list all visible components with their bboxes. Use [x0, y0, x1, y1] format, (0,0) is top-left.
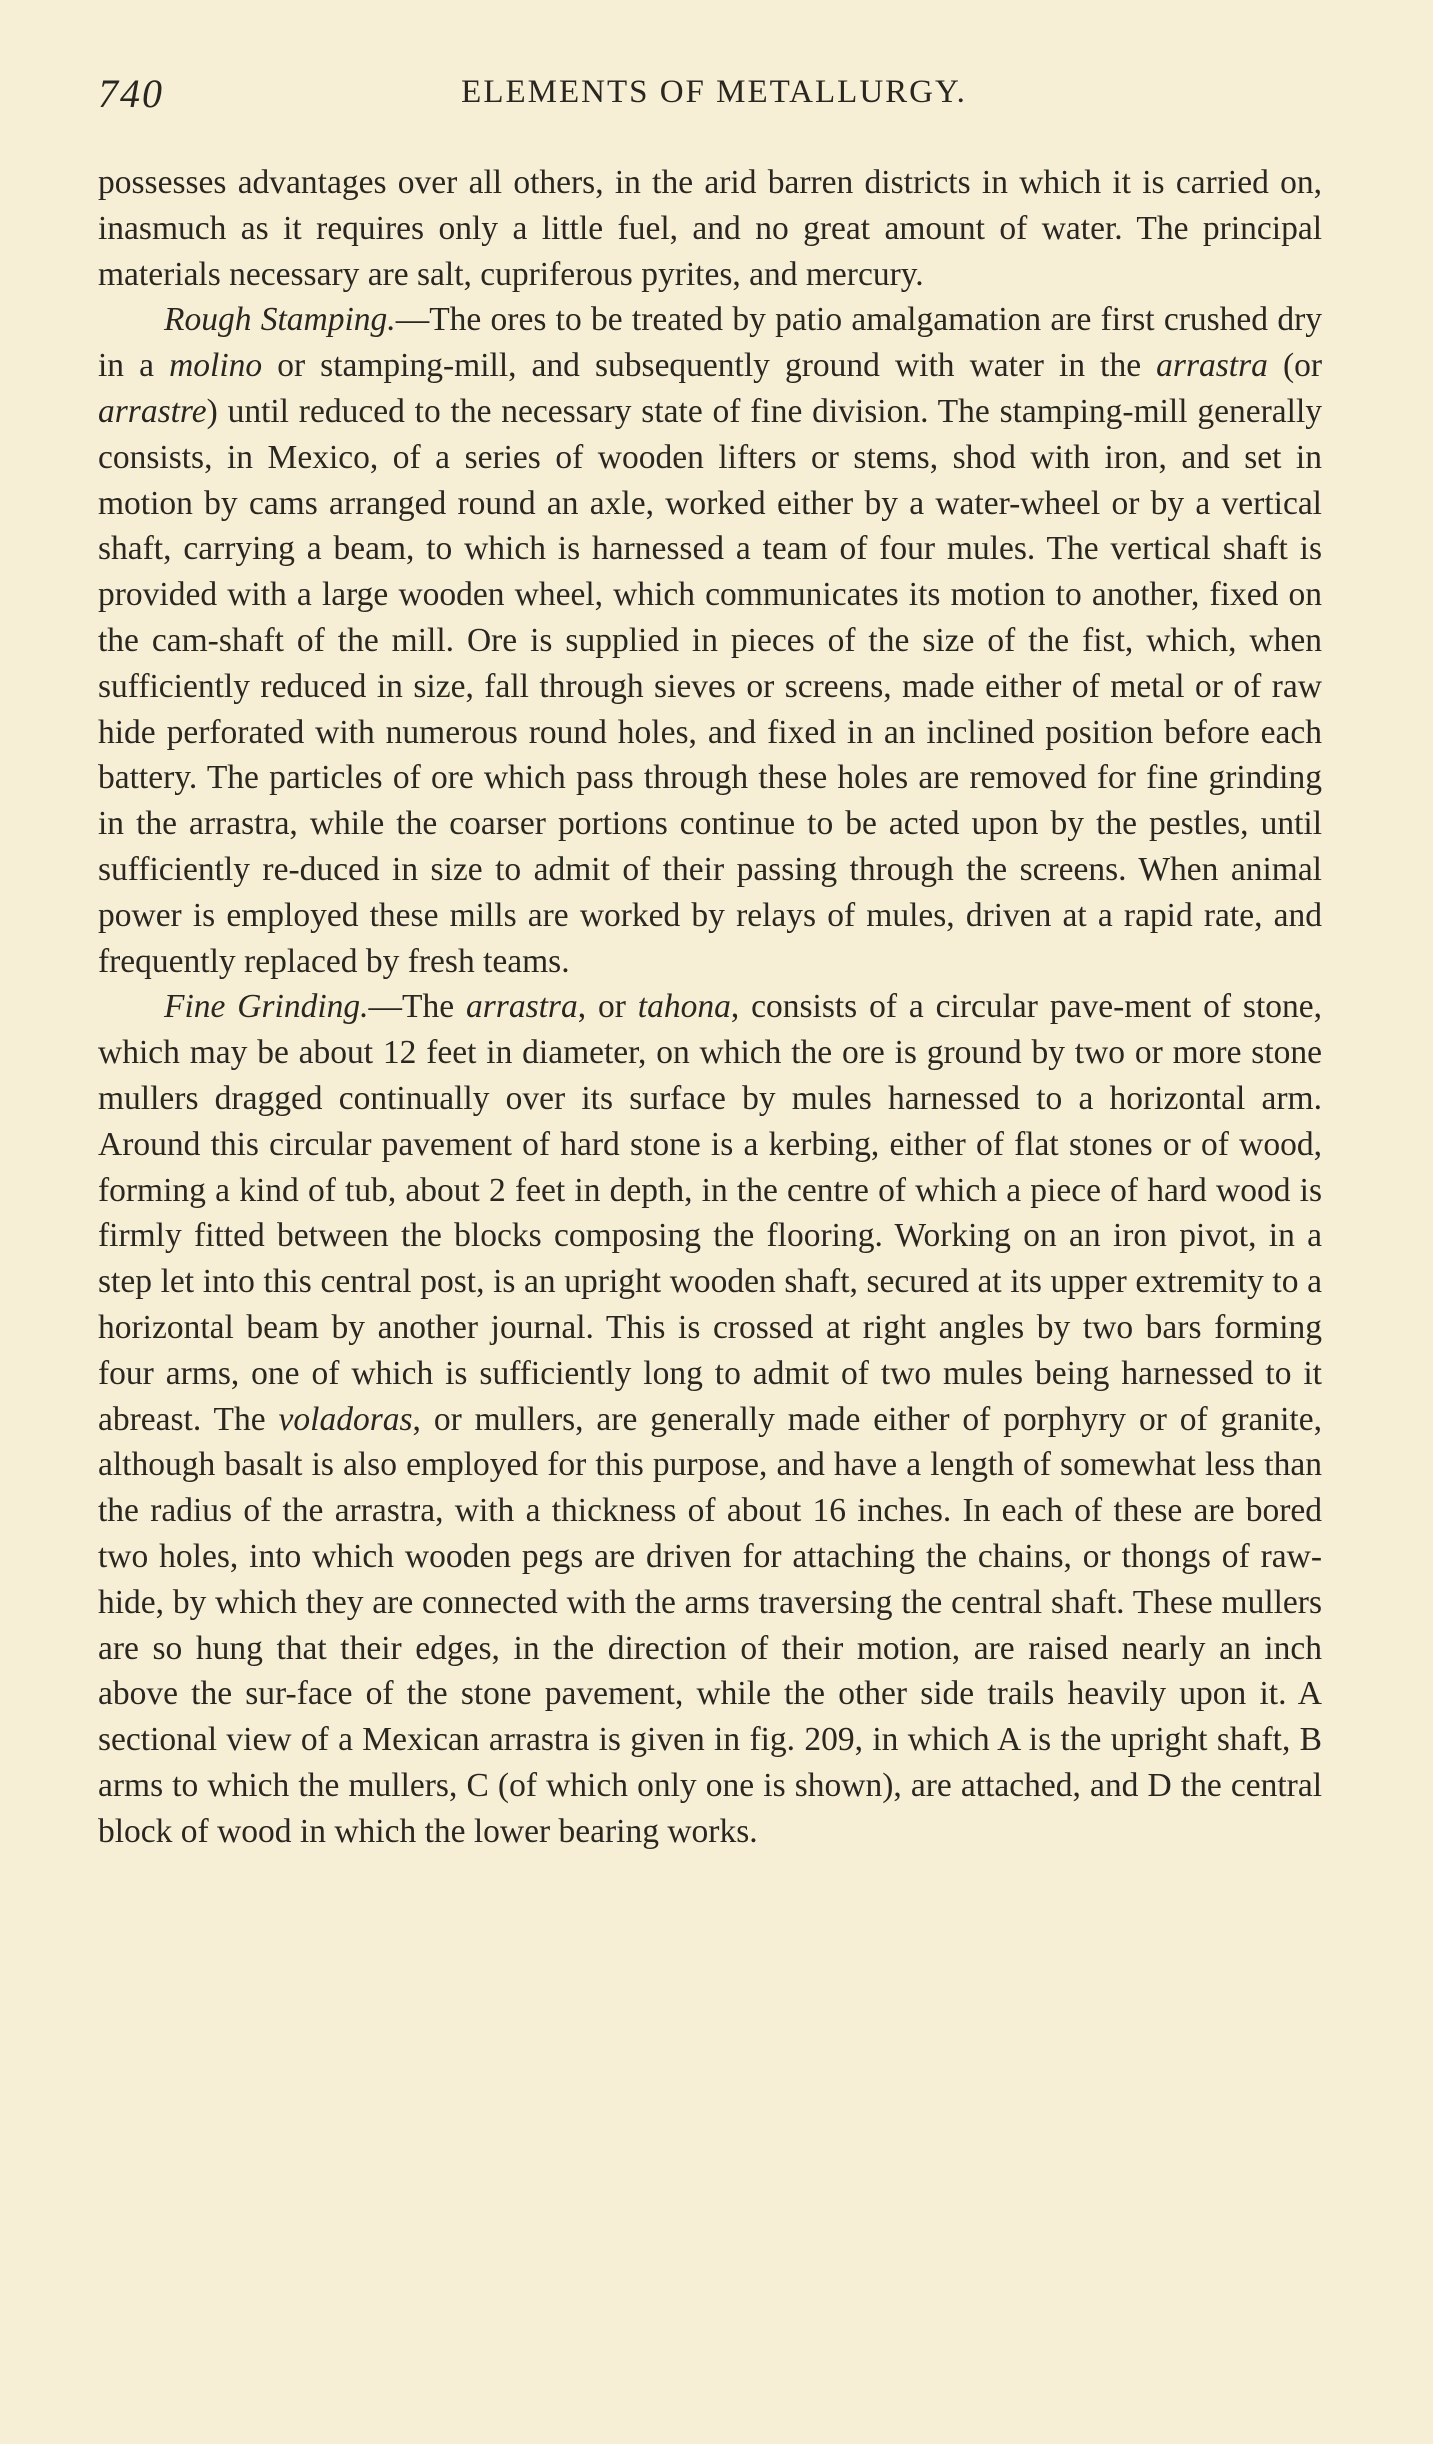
paragraph-intro	[98, 160, 1322, 297]
page-number: 740	[98, 71, 164, 116]
page-header	[98, 70, 1330, 130]
italic-term-arrastre: arrastre	[98, 392, 207, 430]
paragraph-fine-grinding	[98, 984, 1322, 1854]
paragraph-text: , consists of a circular pave-ment of stone, which may be about 12 feet in diameter, on which the ore is ground by two or more stone mullers dragged continually over its surface by mules harnessed to a horizontal arm. Around this circular pavement of hard stone is a kerbing, either of flat stones or of wood, forming a kind of tub, about 2 feet in depth, in the centre of which a piece of hard wood is firmly fitted between the blocks composing the flooring. Working on an iron pivot, in a step let into this central post, is an upright wooden shaft, secured at its upper extremity to a horizontal beam by another journal. This is crossed at right angles by two bars forming four arms, one of which is sufficiently long to admit of two mules being harnessed to it abreast. The	[98, 988, 1323, 1438]
paragraph-text: ) until reduced to the necessary state of fine division. The stamping-mill generally consists, in Mexico, of a series of wooden lifters or stems, shod with iron, and set in motion by cams arranged round an axle, worked either by a water-wheel or by a vertical shaft, carrying a beam, to which is harnessed a team of four mules. The vertical shaft is provided with a large wooden wheel, which communicates its motion to another, fixed on the cam-shaft of the mill. Ore is supplied in pieces of the size of the fist, which, when sufficiently reduced in size, fall through sieves or screens, made either of metal or of raw hide perforated with numerous round holes, and fixed in an inclined position before each battery. The particles of ore which pass through these holes are removed for fine grinding in the arrastra, while the coarser portions continue to be acted upon by the pestles, until sufficiently re-duced in size to admit of their passing through the screens. When animal power is employed these mills are worked by relays of mules, driven at a rapid rate, and frequently replaced by fresh teams.	[98, 392, 1322, 980]
italic-term-tahona: tahona	[637, 988, 731, 1026]
italic-term-arrastra: arrastra	[1156, 347, 1268, 385]
italic-term-molino: molino	[169, 347, 263, 385]
body-text	[98, 160, 1322, 1854]
paragraph-text: (or	[1267, 347, 1323, 385]
italic-term-arrastra: arrastra	[466, 988, 578, 1026]
section-heading-rough-stamping: Rough Stamping.	[164, 301, 396, 339]
paragraph-text: possesses advantages over all others, in the arid barren districts in which it is carried on, inasmuch as it requires only a little fuel, and no great amount of water. The principal materials necessary are salt, cupriferous pyrites, and mercury.	[98, 164, 1322, 293]
italic-term-voladoras: voladoras	[278, 1400, 413, 1438]
paragraph-text: , or mullers, are generally made either of porphyry or of granite, although basalt is also employed for this purpose, and have a length of somewhat less than the radius of the arrastra, with a thickness of about 16 inches. In each of these are bored two holes, into which wooden pegs are driven for attaching the chains, or thongs of raw-hide, by which they are connected with the arms traversing the central shaft. These mullers are so hung that their edges, in the direction of their motion, are raised nearly an inch above the sur-face of the stone pavement, while the other side trails heavily upon it. A sectional view of a Mexican arrastra is given in fig. 209, in which A is the upright shaft, B arms to which the mullers, C (of which only one is shown), are attached, and D the central block of wood in which the lower bearing works.	[98, 1400, 1322, 1850]
section-heading-fine-grinding: Fine Grinding.	[164, 988, 369, 1026]
running-title: ELEMENTS OF METALLURGY.	[461, 74, 967, 110]
paragraph-text: —The ores to be treated by patio amalgamation are first crushed dry in a	[98, 301, 1322, 385]
paragraph-text: —The	[368, 988, 466, 1026]
paragraph-rough-stamping	[98, 297, 1322, 984]
paragraph-text: , or	[577, 988, 638, 1026]
paragraph-text: or stamping-mill, and subsequently ground with water in the	[262, 347, 1157, 385]
